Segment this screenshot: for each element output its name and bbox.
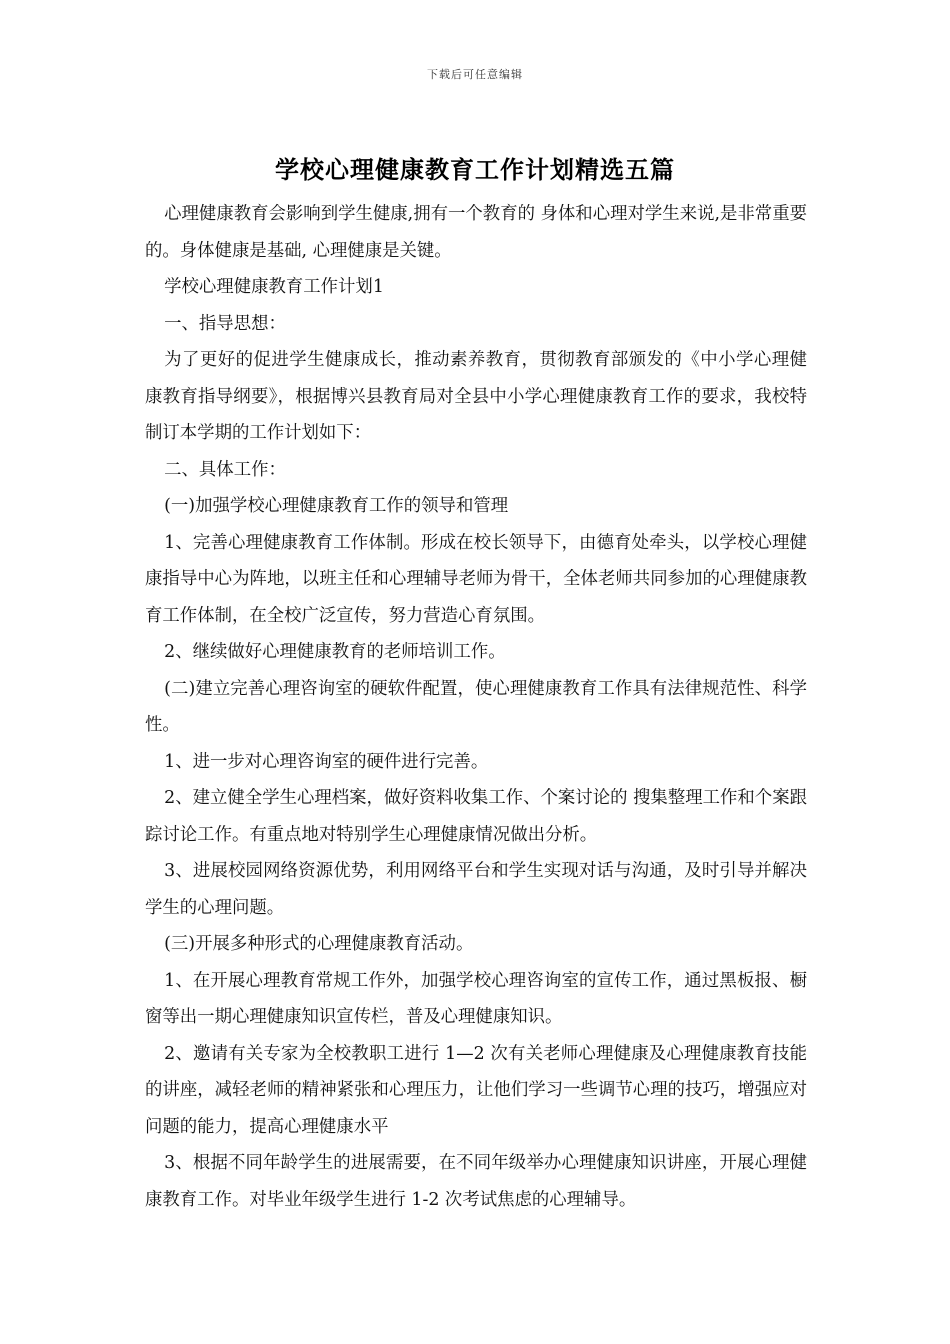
document-body xyxy=(145,196,807,1218)
paragraph: 2、建立健全学生心理档案，做好资料收集工作、个案讨论的 搜集整理工作和个案跟踪讨论工作。有重点地对特别学生心理健康情况做出分析。 xyxy=(145,788,807,845)
section-heading: 一、指导思想： xyxy=(164,313,286,334)
paragraph: 心理健康教育会影响到学生健康,拥有一个教育的 身体和心理对学生来说,是非常重要的。身体健康是基础, 心理健康是关键。 xyxy=(145,204,807,261)
paragraph: 2、邀请有关专家为全校教职工进行 1—2 次有关老师心理健康及心理健康教育技能的讲座，减轻老师的精神紧张和心理压力，让他们学习一些调节心理的技巧，增强应对问题的能力，提高心理健康水平 xyxy=(145,1043,807,1137)
header-note: 下载后可任意编辑 xyxy=(427,68,523,81)
subsection-heading: (三)开展多种形式的心理健康教育活动。 xyxy=(164,934,474,954)
document-title: 学校心理健康教育工作计划精选五篇 xyxy=(275,155,675,184)
subsection-heading: (二)建立完善心理咨询室的硬软件配置，使心理健康教育工作具有法律规范性、科学性。 xyxy=(145,678,807,735)
paragraph: 1、进一步对心理咨询室的硬件进行完善。 xyxy=(164,751,489,772)
paragraph: 3、根据不同年龄学生的进展需要，在不同年级举办心理健康知识讲座，开展心理健康教育工作。对毕业年级学生进行 1-2 次考试焦虑的心理辅导。 xyxy=(145,1153,807,1210)
subsection-heading: (一)加强学校心理健康教育工作的领导和管理 xyxy=(164,496,509,516)
paragraph: 2、继续做好心理健康教育的老师培训工作。 xyxy=(164,642,506,662)
paragraph: 3、进展校园网络资源优势，利用网络平台和学生实现对话与沟通，及时引导并解决学生的心理问题。 xyxy=(145,861,807,918)
paragraph: 学校心理健康教育工作计划1 xyxy=(164,277,384,297)
section-heading: 二、具体工作： xyxy=(164,459,286,480)
paragraph: 1、完善心理健康教育工作体制。形成在校长领导下，由德育处牵头，以学校心理健康指导中心为阵地，以班主任和心理辅导老师为骨干，全体老师共同参加的心理健康教育工作体制，在全校广泛宣传，努力营造心育氛围。 xyxy=(145,532,807,626)
paragraph: 1、在开展心理教育常规工作外，加强学校心理咨询室的宣传工作，通过黑板报、橱窗等出一期心理健康知识宣传栏，普及心理健康知识。 xyxy=(145,970,807,1027)
paragraph: 为了更好的促进学生健康成长，推动素养教育，贯彻教育部颁发的《中小学心理健康教育指导纲要》，根据博兴县教育局对全县中小学心理健康教育工作的要求，我校特制订本学期的工作计划如下： xyxy=(145,350,807,443)
